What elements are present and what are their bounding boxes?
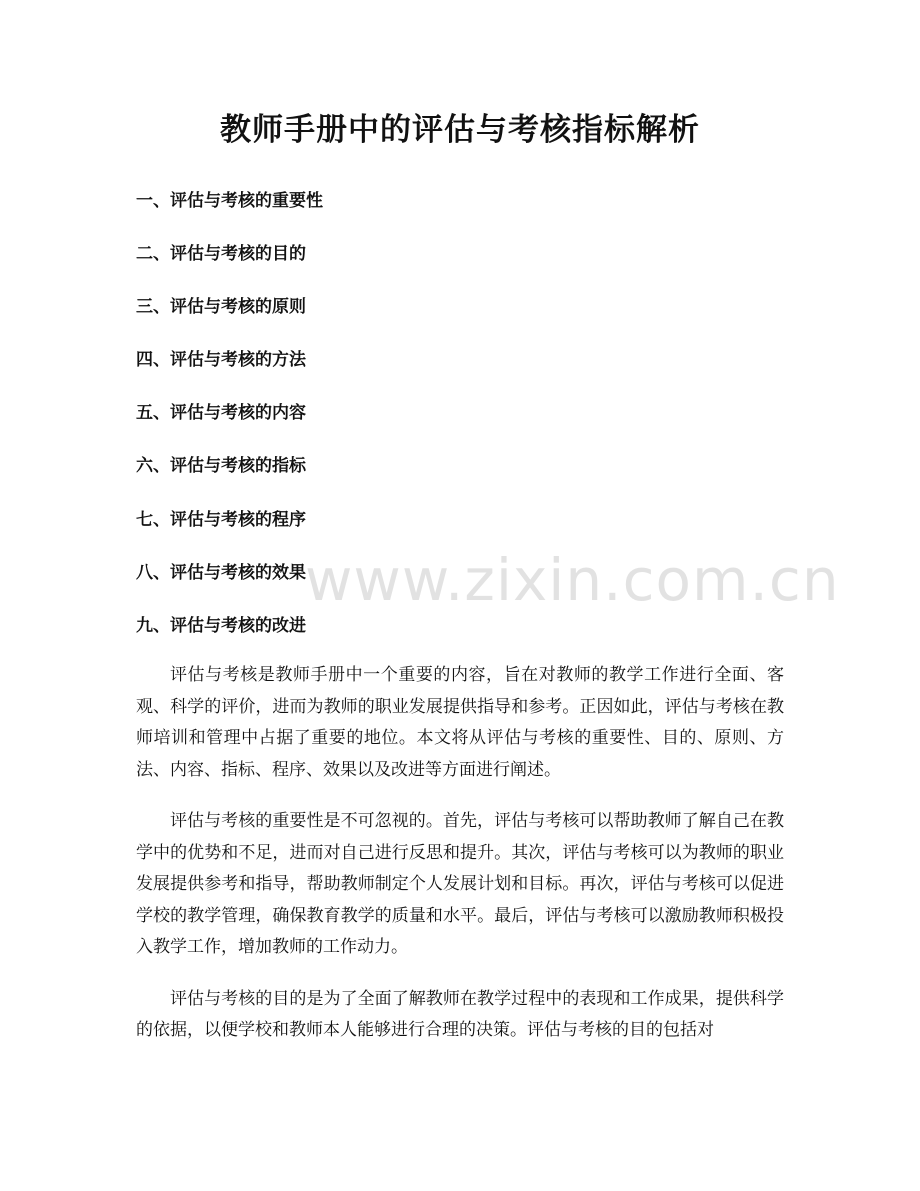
paragraph: 评估与考核是教师手册中一个重要的内容，旨在对教师的教学工作进行全面、客观、科学的评价，进而为教师的职业发展提供指导和参考。正因如此，评估与考核在教师培训和管理中占据了重要的地位。本文将从评估与考核的重要性、目的、原则、方法、内容、指标、程序、效果以及改进等方面进行阐述。 — [136, 665, 784, 780]
watermark: www.zixin.com.cn — [305, 546, 840, 614]
document-title: 教师手册中的评估与考核指标解析 — [220, 112, 700, 148]
section-outline — [136, 185, 796, 663]
outline-item: 五、评估与考核的内容 — [136, 403, 306, 424]
outline-item: 三、评估与考核的原则 — [136, 297, 306, 318]
paragraph: 评估与考核的重要性是不可忽视的。首先，评估与考核可以帮助教师了解自己在教学中的优势和不足，进而对自己进行反思和提升。其次，评估与考核可以为教师的职业发展提供参考和指导，帮助教师制定个人发展计划和目标。再次，评估与考核可以促进学校的教学管理，确保教育教学的质量和水平。最后，评估与考核可以激励教师积极投入教学工作，增加教师的工作动力。 — [136, 811, 784, 957]
outline-item: 八、评估与考核的效果 — [136, 562, 306, 583]
outline-item: 七、评估与考核的程序 — [136, 509, 306, 530]
paragraph: 评估与考核的目的是为了全面了解教师在教学过程中的表现和工作成果，提供科学的依据，以便学校和教师本人能够进行合理的决策。评估与考核的目的包括对 — [136, 988, 784, 1040]
outline-item: 二、评估与考核的目的 — [136, 244, 306, 265]
outline-item: 一、评估与考核的重要性 — [136, 191, 323, 211]
outline-item: 四、评估与考核的方法 — [136, 350, 306, 371]
outline-item: 九、评估与考核的改进 — [136, 615, 306, 636]
body-text — [136, 660, 784, 1067]
outline-item: 六、评估与考核的指标 — [136, 456, 306, 477]
